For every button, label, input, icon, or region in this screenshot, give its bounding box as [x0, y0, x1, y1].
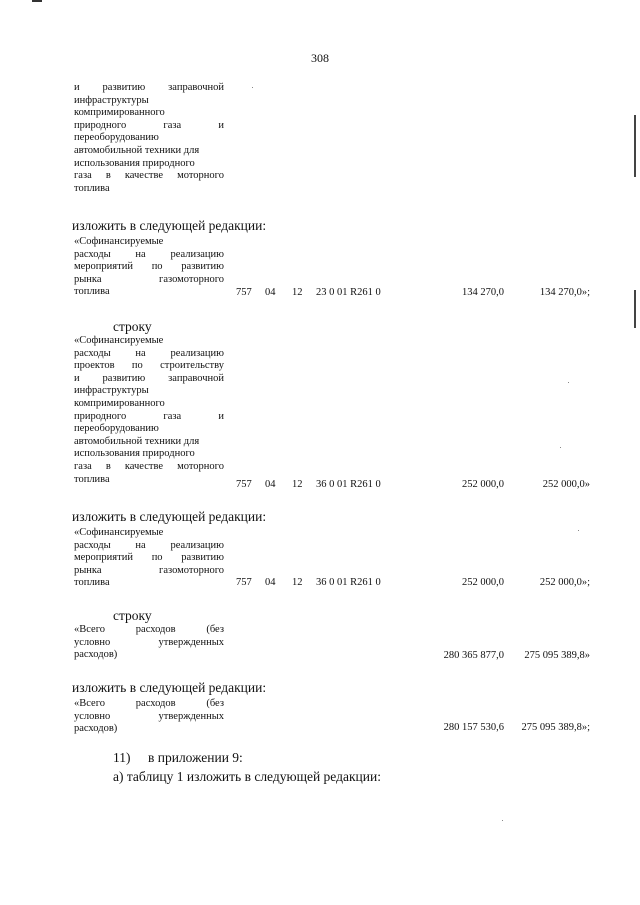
cell-sum1: 252 000,0: [462, 479, 504, 490]
desc-line: газа в качестве моторного: [74, 460, 224, 472]
desc-line: «Софинансируемые: [74, 335, 164, 346]
scan-speck: [502, 820, 503, 821]
sub-item-text: а) таблицу 1 изложить в следующей редакции:: [113, 769, 381, 784]
desc-line: расходов): [74, 723, 118, 735]
section-heading: изложить в следующей редакции:: [72, 680, 267, 695]
cell-csr: 36 0 01 R261 0: [316, 479, 381, 490]
row-description: [74, 236, 224, 299]
scan-artifact: [32, 0, 42, 2]
section-heading: строку: [113, 319, 152, 334]
section-heading: изложить в следующей редакции:: [72, 509, 267, 524]
cell-csr: 36 0 01 R261 0: [316, 577, 381, 588]
cell-sum2: 275 095 389,8»;: [521, 722, 590, 733]
cell-sum1: 134 270,0: [462, 287, 504, 298]
row-description: [74, 335, 224, 486]
desc-line: расходы на реализацию: [74, 539, 224, 551]
scan-speck: [578, 530, 579, 531]
list-item-text: в приложении 9:: [148, 750, 243, 765]
desc-line: природного газа и: [74, 119, 224, 131]
desc-line: природного газа и: [74, 410, 224, 422]
desc-line: условно утвержденных: [74, 636, 224, 648]
desc-line: переоборудованию: [74, 132, 159, 144]
desc-line: рынка газомоторного: [74, 564, 224, 576]
cell-sum2: 275 095 389,8»: [524, 650, 590, 661]
scan-edge-mark: [634, 115, 636, 177]
cell-csr: 23 0 01 R261 0: [316, 287, 381, 298]
cell-pr: 12: [292, 577, 303, 588]
row-description: [74, 624, 224, 662]
section-heading: изложить в следующей редакции:: [72, 218, 267, 233]
desc-line: топлива: [74, 577, 110, 589]
desc-line: использования природного: [74, 448, 195, 460]
cell-sum2: 252 000,0»: [542, 479, 590, 490]
scan-speck: [560, 447, 561, 448]
cell-pr: 12: [292, 479, 303, 490]
desc-line: и развитию заправочной: [74, 372, 224, 384]
cell-pr: 12: [292, 287, 303, 298]
desc-line: автомобильной техники для: [74, 435, 200, 447]
desc-line: топлива: [74, 182, 110, 194]
cell-sum1: 252 000,0: [462, 577, 504, 588]
desc-line: расходы на реализацию: [74, 248, 224, 260]
desc-line: компримированного: [74, 107, 165, 119]
row-description: [74, 527, 224, 590]
scan-edge-mark: [634, 290, 636, 328]
desc-line: компримированного: [74, 397, 165, 409]
desc-line: расходы на реализацию: [74, 347, 224, 359]
desc-line: инфраструктуры: [74, 385, 149, 397]
desc-line: «Всего расходов (без: [74, 624, 224, 635]
cell-rz: 04: [265, 577, 276, 588]
list-item-number: 11): [113, 750, 131, 765]
desc-line: автомобильной техники для: [74, 144, 200, 156]
desc-line: «Софинансируемые: [74, 527, 164, 538]
desc-line: рынка газомоторного: [74, 273, 224, 285]
desc-line: «Всего расходов (без: [74, 698, 224, 709]
desc-line: мероприятий по развитию: [74, 552, 224, 564]
section-heading: строку: [113, 608, 152, 623]
desc-line: проектов по строительству: [74, 360, 224, 372]
desc-line: топлива: [74, 286, 110, 298]
scan-speck: [568, 382, 569, 383]
row-description: [74, 698, 224, 736]
desc-line: газа в качестве моторного: [74, 170, 224, 182]
desc-line: мероприятий по развитию: [74, 261, 224, 273]
desc-line: использования природного: [74, 157, 195, 169]
cell-grbs: 757: [236, 479, 252, 490]
cell-sum2: 134 270,0»;: [539, 287, 590, 298]
cell-rz: 04: [265, 479, 276, 490]
desc-line: условно утвержденных: [74, 710, 224, 722]
cell-sum1: 280 365 877,0: [443, 650, 504, 661]
desc-line: инфраструктуры: [74, 94, 149, 106]
scan-speck: [252, 87, 253, 88]
row-description: [74, 82, 224, 195]
desc-line: топлива: [74, 473, 110, 485]
cell-sum1: 280 157 530,6: [443, 722, 504, 733]
desc-line: и развитию заправочной: [74, 82, 224, 93]
desc-line: расходов): [74, 649, 118, 661]
desc-line: переоборудованию: [74, 423, 159, 435]
cell-grbs: 757: [236, 287, 252, 298]
desc-line: «Софинансируемые: [74, 236, 164, 247]
page-number: 308: [311, 51, 329, 65]
cell-sum2: 252 000,0»;: [539, 577, 590, 588]
cell-rz: 04: [265, 287, 276, 298]
cell-grbs: 757: [236, 577, 252, 588]
